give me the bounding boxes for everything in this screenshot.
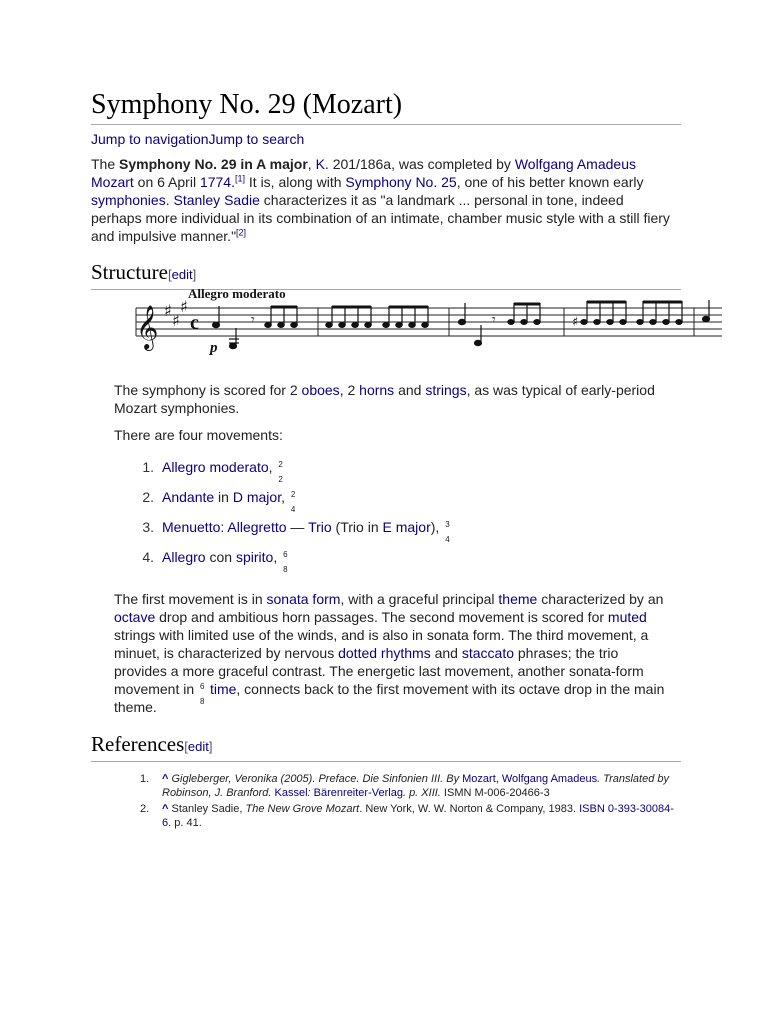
text: Stanley Sadie, [168, 803, 246, 815]
movement-link[interactable]: Trio [308, 519, 332, 535]
citation-1[interactable] [235, 173, 245, 183]
text: , one of his better known early [456, 174, 644, 190]
movement-link[interactable]: Menuetto [162, 519, 221, 535]
text: , 2 [339, 382, 360, 398]
text: The first movement is in [114, 591, 267, 607]
reference-item [114, 772, 674, 800]
fraction-top: 2 [290, 490, 296, 499]
music-score-image [118, 286, 724, 358]
notes-group [213, 300, 710, 349]
citation-link[interactable]: [1] [235, 173, 246, 184]
movement-link[interactable]: D major [232, 489, 282, 505]
kassel-link[interactable]: Kassel [274, 787, 308, 799]
text: drop and ambitious horn passages. The second movement is scored for [155, 609, 608, 625]
reference-number: 2. [140, 803, 150, 815]
oboes-link[interactable]: oboes [301, 382, 340, 398]
fraction-top: 6 [200, 682, 205, 691]
fraction-bottom: 2 [278, 475, 283, 484]
tempo-marking: Allegro moderato [188, 286, 286, 301]
text: , as was typical of early-period Mozart symphonies. [114, 382, 655, 416]
text: , connects back to the first movement with its octave drop in the main theme. [114, 681, 665, 715]
movement-link[interactable]: spirito [235, 549, 274, 565]
bracket: [ [184, 739, 188, 754]
text: The [91, 156, 120, 172]
time-signature-fraction [276, 458, 284, 484]
reference-number: 1. [140, 773, 150, 785]
movements-description [114, 590, 674, 716]
citation-link[interactable]: [2] [236, 227, 247, 238]
jump-to-navigation-link[interactable]: Jump to navigation [91, 131, 209, 147]
movement-number: 1. [142, 459, 154, 475]
movement-body [162, 518, 451, 544]
text: . p. 41. [168, 817, 202, 829]
text: on 6 April [133, 174, 200, 190]
text: : [307, 787, 314, 799]
citation-2[interactable] [236, 227, 246, 237]
dynamic-marking: p [210, 340, 218, 356]
bracket: [ [167, 267, 172, 282]
movements-intro: There are four movements: [114, 427, 283, 443]
svg-text:♯: ♯ [572, 315, 579, 330]
movement-number: 2. [142, 489, 154, 505]
text: . Translated by Robinson, J. Branford. [162, 773, 670, 799]
text: . p. XIII. [402, 787, 444, 799]
text: con [205, 549, 236, 565]
text: : [220, 519, 228, 535]
time-signature-fraction [281, 548, 289, 574]
svg-text:𝄾: 𝄾 [492, 312, 496, 328]
edit-link[interactable]: edit [171, 267, 193, 282]
book-title: The New Grove Mozart [245, 803, 360, 815]
reference-item [114, 802, 674, 830]
edit-section [184, 739, 212, 754]
movement-body [162, 548, 289, 574]
sonata-form-link[interactable]: sonata form [266, 591, 341, 607]
stanley-sadie-link[interactable]: Stanley Sadie [173, 192, 260, 208]
text: 201/186a, was completed by [328, 156, 515, 172]
fraction-bottom: 4 [290, 505, 296, 514]
dotted-rhythms-link[interactable]: dotted rhythms [338, 645, 431, 661]
text: (Trio in [331, 519, 383, 535]
movement-link[interactable]: E major [382, 519, 431, 535]
movement-list [114, 458, 614, 578]
time-link[interactable]: time [209, 681, 237, 697]
symphony-25-link[interactable]: Symphony No. 25 [345, 174, 457, 190]
text: — [286, 519, 309, 535]
horns-link[interactable]: horns [359, 382, 395, 398]
references-list [114, 772, 674, 832]
theme-link[interactable]: theme [498, 591, 538, 607]
heading-text: References [91, 732, 185, 756]
svg-text:𝄾: 𝄾 [251, 312, 255, 328]
treble-clef-icon: 𝄞 [136, 305, 159, 349]
text: . New York, W. W. Norton & Company, 1983. [359, 803, 580, 815]
fraction-bottom: 4 [445, 535, 450, 544]
movement-link[interactable]: Allegro [162, 549, 206, 565]
fraction-top: 2 [278, 460, 283, 469]
text: and [394, 382, 426, 398]
year-link[interactable]: 1774. [199, 174, 235, 190]
mozart-author-link[interactable]: Mozart, Wolfgang Amadeus [462, 773, 598, 785]
backlink-caret[interactable]: ^ [162, 803, 169, 815]
movement-body [162, 458, 284, 484]
text: , [281, 489, 289, 505]
text: strings with limited use of the winds, and is also in sonata form. The third movement, a minuet, is characterized by nervous [114, 627, 649, 661]
movement-link[interactable]: Allegro moderato [162, 459, 269, 475]
backlink-caret[interactable]: ^ [162, 773, 169, 785]
koechel-link[interactable]: K. [315, 156, 329, 172]
mozart-link[interactable]: Wolfgang Amadeus Mozart [91, 156, 636, 190]
text: characterizes it as "a landmark ... personal in tone, indeed perhaps more individual in its combination of an intimate, chamber music style with a still fiery and impulsive manner." [91, 192, 670, 244]
heading-text: Structure [91, 260, 168, 284]
movement-link[interactable]: Allegretto [227, 519, 287, 535]
svg-text:♯: ♯ [180, 297, 188, 316]
muted-link[interactable]: muted [607, 609, 647, 625]
bracket: ] [192, 267, 197, 282]
edit-section [168, 267, 196, 282]
octave-link[interactable]: octave [114, 609, 156, 625]
fraction-bottom: 8 [283, 565, 288, 574]
staccato-link[interactable]: staccato [461, 645, 514, 661]
intro-paragraph [91, 155, 671, 245]
svg-text:♯: ♯ [164, 301, 172, 320]
text: It is, along with [245, 174, 346, 190]
jump-links [91, 130, 304, 148]
text: phrases; the trio provides a more graceful contrast. The energetic last movement, another sonata-form movement in [114, 645, 644, 697]
fraction-top: 6 [283, 550, 288, 559]
movement-item [114, 548, 614, 578]
references-heading [91, 730, 681, 762]
page-title: Symphony No. 29 (Mozart) [91, 88, 681, 125]
time-signature-fraction [289, 488, 297, 514]
text: , [268, 459, 277, 475]
barenreiter-link[interactable]: Bärenreiter-Verlag [313, 787, 403, 799]
svg-text:♯: ♯ [172, 311, 180, 330]
movement-number: 4. [142, 549, 154, 565]
movement-item [114, 518, 614, 548]
text: Gigleberger, Veronika (2005). Preface. Die Sinfonien III. By [168, 773, 463, 785]
fraction-top: 3 [445, 520, 450, 529]
time-signature-fraction [198, 680, 206, 706]
movement-item [114, 458, 614, 488]
time-signature: c [190, 312, 199, 334]
time-signature-fraction [443, 518, 451, 544]
edit-link[interactable]: edit [187, 739, 209, 754]
text: , [307, 156, 316, 172]
text: and [430, 645, 462, 661]
fraction-bottom: 8 [200, 697, 205, 706]
text: ), [430, 519, 444, 535]
key-signature-icon [164, 297, 188, 330]
text: characterized by an [537, 591, 664, 607]
symphonies-link[interactable]: symphonies [91, 192, 166, 208]
article-subject: Symphony No. 29 in A major [119, 156, 308, 172]
text: , with a graceful principal [340, 591, 499, 607]
jump-to-search-link[interactable]: Jump to search [208, 131, 305, 147]
text: in [214, 489, 233, 505]
text: , [273, 549, 282, 565]
strings-link[interactable]: strings [425, 382, 467, 398]
ismn-text: ISMN M-006-20466-3 [443, 787, 550, 799]
movement-item [114, 488, 614, 518]
isbn-link[interactable]: ISBN 0-393-30084-6 [162, 803, 674, 829]
text: . [165, 192, 174, 208]
movement-number: 3. [142, 519, 154, 535]
text: The symphony is scored for 2 [114, 382, 302, 398]
instrumentation-paragraph [114, 381, 674, 417]
bracket: ] [208, 739, 213, 754]
movement-link[interactable]: Andante [162, 489, 215, 505]
movement-body [162, 488, 297, 514]
